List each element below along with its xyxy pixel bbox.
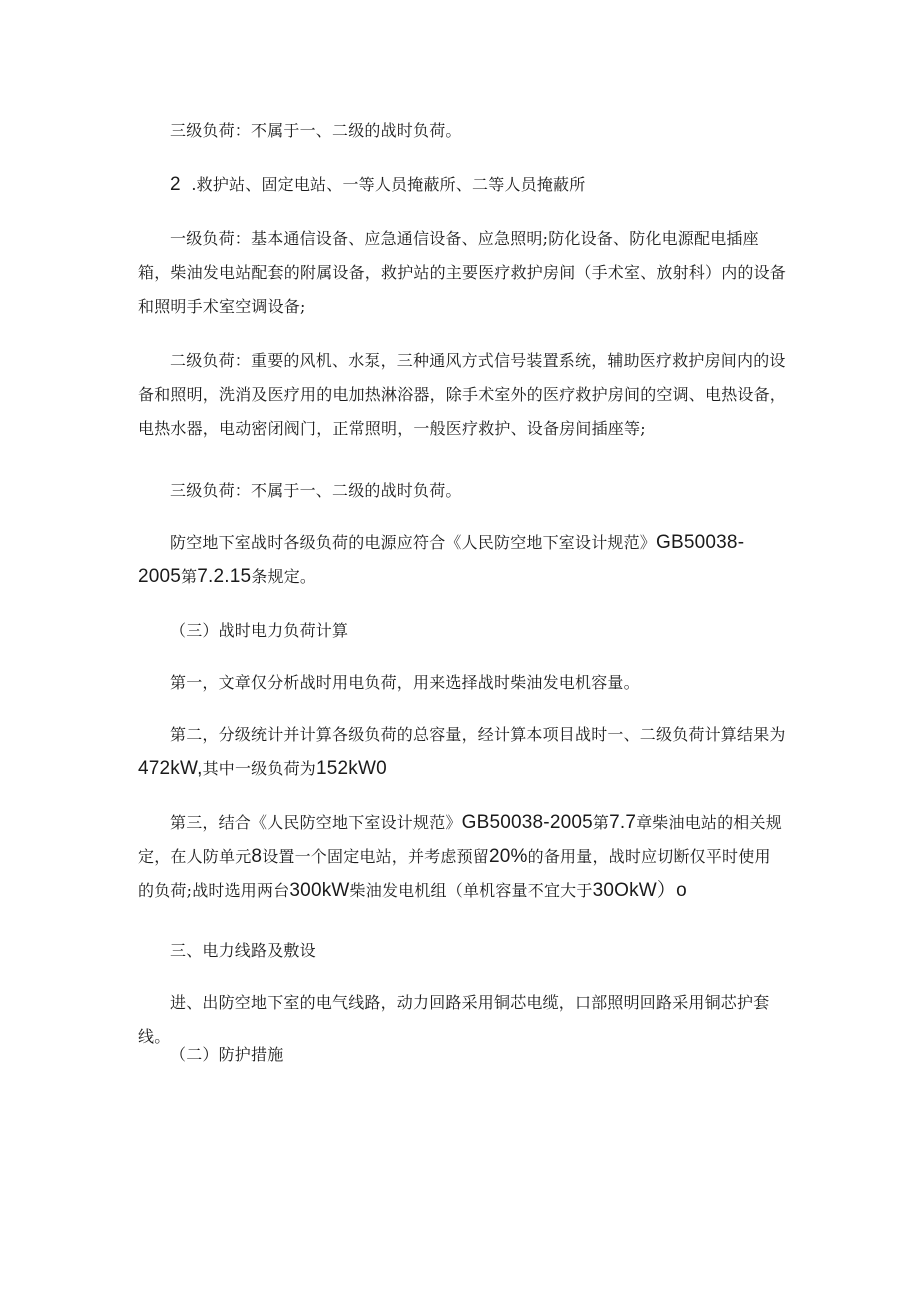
paragraph-text: 第三，结合《人民防空地下室设计规范》 [170, 813, 462, 832]
paragraph-text: 柴油发电机组（单机容量不宜大于 [349, 881, 593, 900]
section-heading-text: .救护站、固定电站、一等人员掩蔽所、二等人员掩蔽所 [191, 175, 586, 194]
clause-number: 7.2.15 [197, 566, 252, 587]
paragraph-text: 一级负荷：基本通信设备、应急通信设备、应急照明;防化设备、防化电源配电插座箱，柴油发电站配套的附属设备，救护站的主要医疗救护房间（手术室、放射科）内的设备和照明手术室空调设备; [138, 229, 787, 316]
paragraph-tertiary-load-1 [138, 114, 786, 148]
paragraph-first [138, 666, 786, 700]
reserve-percent: 20% [489, 846, 528, 867]
section-number: 2 [170, 174, 181, 195]
subsection-heading-protection [138, 1038, 786, 1072]
subsection-heading-text: （二）防护措施 [170, 1045, 284, 1064]
paragraph-secondary-load [138, 344, 786, 446]
paragraph-text: ）o [656, 880, 687, 901]
paragraph-text: 设置一个固定电站，并考虑预留 [262, 847, 489, 866]
paragraph-text: 进、出防空地下室的电气线路，动力回路采用铜芯电缆，口部照明回路采用铜芯护套线。 [138, 993, 770, 1046]
paragraph-text: 二级负荷：重要的风机、水泵，三种通风方式信号装置系统，辅助医疗救护房间内的设备和照明，洗消及医疗用的电加热淋浴器，除手术室外的医疗救护房间的空调、电热设备，电热水器，电动密闭阀门，正常照明，一般医疗救护、设备房间插座等; [138, 351, 787, 438]
paragraph-text: 其中一级负荷为 [202, 759, 316, 778]
load-value: 152kW0 [315, 758, 387, 779]
paragraph-second [138, 718, 786, 786]
paragraph-text: 章柴油电站的相关规定，在人防单元 [138, 813, 782, 866]
chapter-number: 7.7 [609, 812, 637, 833]
paragraph-primary-load [138, 222, 786, 324]
paragraph-text: 三级负荷：不属于一、二级的战时负荷。 [170, 481, 462, 500]
paragraph-text: 第 [592, 813, 610, 832]
subsection-heading-text: （三）战时电力负荷计算 [170, 621, 349, 640]
unit-number: 8 [251, 846, 263, 867]
paragraph-tertiary-load-2 [138, 474, 786, 508]
standard-code: GB50038-2005 [461, 812, 593, 833]
section-heading-text: 三、电力线路及敷设 [170, 941, 316, 960]
load-value: 472kW, [138, 758, 203, 779]
paragraph-text: 第 [181, 567, 198, 586]
max-capacity: 30OkW [592, 880, 657, 901]
paragraph-text: 防空地下室战时各级负荷的电源应符合《人民防空地下室设计规范》 [170, 533, 657, 552]
paragraph-third [138, 806, 786, 908]
paragraph-text: 的备用量，战时应切断仅平时使用的负荷;战时选用两台 [138, 847, 771, 900]
paragraph-text: 条规定。 [251, 567, 317, 586]
paragraph-text: 第一，文章仅分析战时用电负荷，用来选择战时柴油发电机容量。 [170, 673, 640, 692]
generator-capacity: 300kW [289, 880, 350, 901]
paragraph-text: 第二，分级统计并计算各级负荷的总容量，经计算本项目战时一、二级负荷计算结果为 [170, 725, 786, 744]
standard-code: GB50038-2005 [138, 532, 745, 587]
subsection-heading-3 [138, 614, 786, 648]
paragraph-power-source-rule [138, 526, 786, 594]
paragraph-text: 三级负荷：不属于一、二级的战时负荷。 [170, 121, 462, 140]
section-heading-2 [138, 168, 786, 202]
section-heading-three [138, 934, 786, 968]
